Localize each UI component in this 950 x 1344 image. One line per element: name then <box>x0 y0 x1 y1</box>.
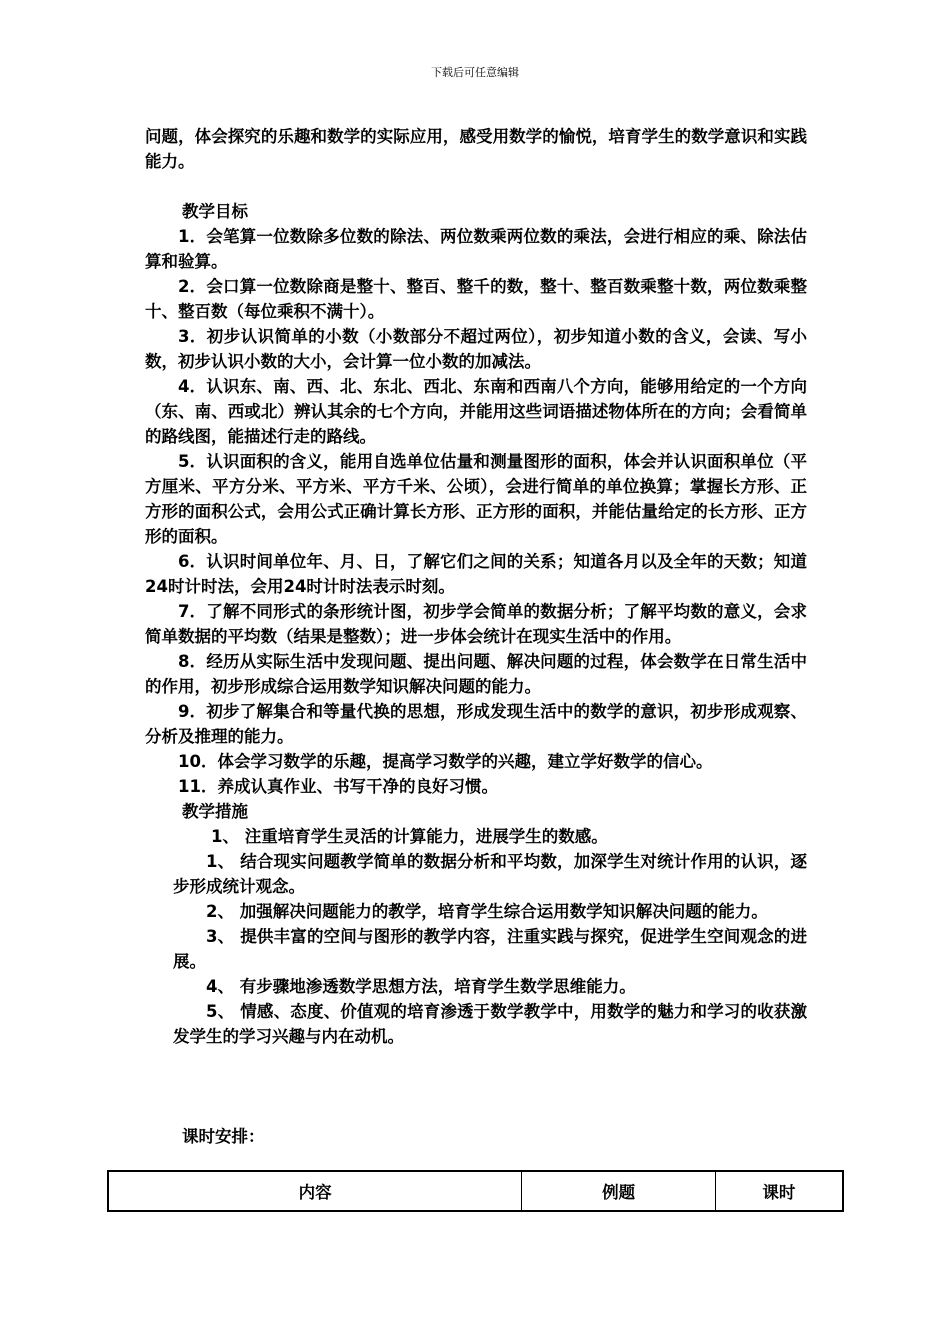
measure-item: 4、 有步骤地渗透数学思想方法，培育学生数学思维能力。 <box>206 977 636 996</box>
schedule-heading: 课时安排： <box>182 1127 265 1146</box>
goal-item: 4．认识东、南、西、北、东北、西北、东南和西南八个方向，能够用给定的一个方向（东、南、西或北）辨认其余的七个方向，并能用这些词语描述物体所在的方向；会看简单的路线图，能描述行走的路线。 <box>145 377 807 446</box>
measure-item: 2、 加强解决问题能力的教学，培育学生综合运用数学知识解决问题的能力。 <box>206 902 768 921</box>
goal-item: 7．了解不同形式的条形统计图，初步学会简单的数据分析；了解平均数的意义，会求简单数据的平均数（结果是整数）；进一步体会统计在现实生活中的作用。 <box>145 602 807 646</box>
goal-item: 5．认识面积的含义，能用自选单位估量和测量图形的面积，体会并认识面积单位（平方厘米、平方分米、平方米、平方千米、公顷），会进行简单的单位换算；掌握长方形、正方形的面积公式，会用公式正确计算长方形、正方形的面积，并能估量给定的长方形、正方形的面积。 <box>145 452 807 546</box>
goal-item: 9．初步了解集合和等量代换的思想，形成发现生活中的数学的意识，初步形成观察、分析及推理的能力。 <box>145 702 807 746</box>
goal-item: 8．经历从实际生活中发现问题、提出问题、解决问题的过程，体会数学在日常生活中的作用，初步形成综合运用数学知识解决问题的能力。 <box>145 652 807 696</box>
goal-item: 1．会笔算一位数除多位数的除法、两位数乘两位数的乘法，会进行相应的乘、除法估算和验算。 <box>145 227 807 271</box>
goal-item: 2．会口算一位数除商是整十、整百、整千的数，整十、整百数乘整十数，两位数乘整十、整百数（每位乘积不满十）。 <box>145 277 807 321</box>
table-header-row <box>108 1171 843 1211</box>
goals-heading: 教学目标 <box>182 202 248 221</box>
goal-item: 11．养成认真作业、书写干净的良好习惯。 <box>178 777 498 796</box>
measure-item: 1、 注重培育学生灵活的计算能力，进展学生的数感。 <box>211 827 608 846</box>
measures-heading: 教学措施 <box>182 802 248 821</box>
page-header: 下载后可任意编辑 <box>431 66 519 79</box>
measure-item: 3、 提供丰富的空间与图形的教学内容，注重实践与探究，促进学生空间观念的进展。 <box>173 927 807 971</box>
document-body <box>145 124 807 1049</box>
measure-item: 1、 结合现实问题教学简单的数据分析和平均数，加深学生对统计作用的认识，逐步形成统计观念。 <box>173 852 807 896</box>
goal-item: 6．认识时间单位年、月、日，了解它们之间的关系；知道各月以及全年的天数；知道24时计时法，会用24时计时法表示时刻。 <box>145 552 807 596</box>
column-header-content: 内容 <box>108 1171 522 1211</box>
goal-item: 10．体会学习数学的乐趣，提高学习数学的兴趣，建立学好数学的信心。 <box>178 752 713 771</box>
column-header-example: 例题 <box>522 1171 715 1211</box>
measure-item: 5、 情感、态度、价值观的培育渗透于数学教学中，用数学的魅力和学习的收获激发学生的学习兴趣与内在动机。 <box>173 1002 807 1046</box>
intro-paragraph: 问题，体会探究的乐趣和数学的实际应用，感受用数学的愉悦，培育学生的数学意识和实践能力。 <box>145 127 807 171</box>
schedule-table <box>107 1170 844 1212</box>
column-header-periods: 课时 <box>715 1171 843 1211</box>
goal-item: 3．初步认识简单的小数（小数部分不超过两位），初步知道小数的含义，会读、写小数，初步认识小数的大小，会计算一位小数的加减法。 <box>145 327 807 371</box>
